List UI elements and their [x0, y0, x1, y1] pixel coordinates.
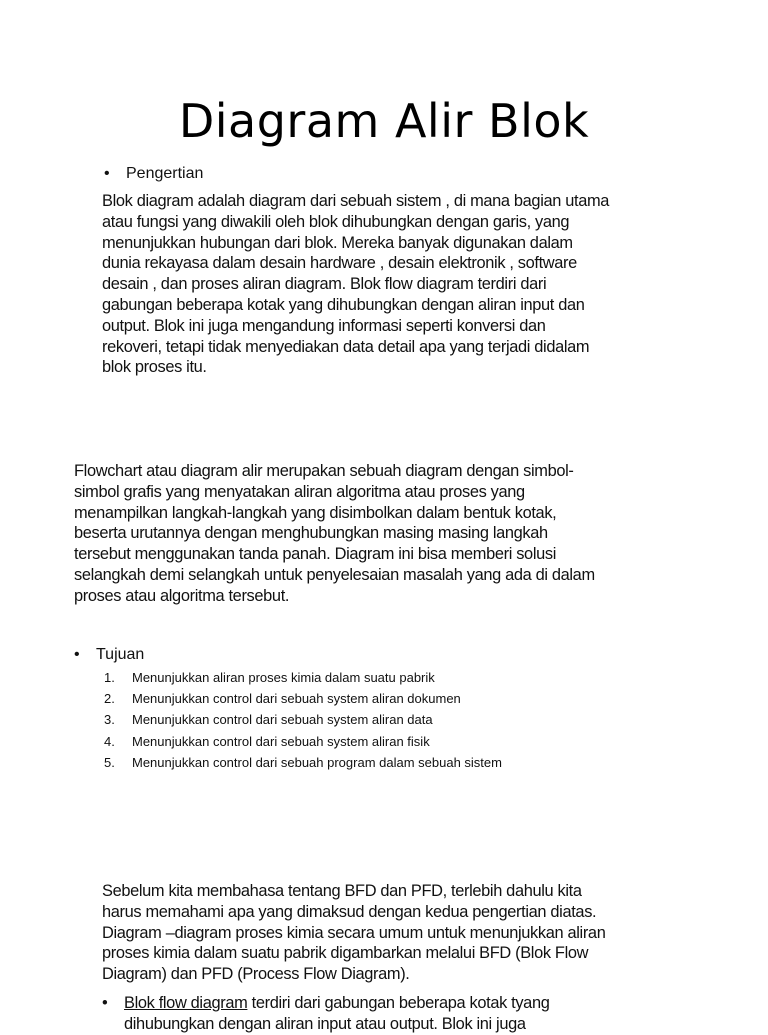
list-number: 3. [104, 712, 115, 728]
paragraph-line: Blok diagram adalah diagram dari sebuah sistem , di mana bagian utama [102, 192, 610, 210]
list-item-text: Menunjukkan control dari sebuah system aliran data [132, 712, 433, 728]
list-item [104, 731, 502, 752]
list-item-text: Menunjukkan aliran proses kimia dalam suatu pabrik [132, 670, 435, 685]
bfd-bullet-item [102, 993, 549, 1035]
bullet-icon: • [102, 994, 108, 1012]
flowchart-paragraph [74, 461, 595, 607]
bullet-icon: • [74, 646, 80, 663]
bfd-pfd-paragraph [102, 881, 605, 985]
paragraph-line: Flowchart atau diagram alir merupakan sebuah diagram dengan simbol- [74, 462, 574, 480]
tujuan-numbered-list [104, 667, 502, 773]
list-number: 1. [104, 670, 115, 685]
heading-pengertian: Pengertian [126, 165, 204, 182]
paragraph-line: dunia rekayasa dalam desain hardware , desain elektronik , software [102, 254, 577, 273]
underlined-term: Blok flow diagram [124, 994, 248, 1012]
pengertian-paragraph [102, 191, 609, 378]
paragraph-line: output. Blok ini juga mengandung informasi seperti konversi dan [102, 316, 546, 335]
list-item-text: Menunjukkan control dari sebuah system aliran dokumen [132, 691, 461, 707]
list-item [104, 752, 502, 773]
heading-tujuan: Tujuan [96, 646, 145, 663]
bullet-line: dihubungkan dengan aliran input atau output. Blok ini juga [124, 1014, 526, 1033]
paragraph-line: Sebelum kita membahasa tentang BFD dan PFD, terlebih dahulu kita [102, 882, 582, 900]
paragraph-line: menampilkan langkah-langkah yang disimbolkan dalam bentuk kotak, [74, 503, 557, 522]
list-item [104, 688, 502, 709]
list-number: 5. [104, 754, 115, 770]
list-item [104, 667, 502, 688]
paragraph-line: simbol grafis yang menyatakan aliran algoritma atau proses yang [74, 482, 525, 501]
bullet-line [102, 993, 549, 1014]
list-item-text: Menunjukkan control dari sebuah program dalam sebuah sistem [132, 754, 502, 770]
paragraph-line: Diagram) dan PFD (Process Flow Diagram). [102, 965, 410, 984]
list-number: 4. [104, 733, 115, 749]
paragraph-line: harus memahami apa yang dimaksud dengan kedua pengertian diatas. [102, 902, 597, 921]
paragraph-line: selangkah demi selangkah untuk penyelesaian masalah yang ada di dalam [74, 565, 595, 584]
list-number: 2. [104, 691, 115, 707]
paragraph-line: atau fungsi yang diwakili oleh blok dihubungkan dengan garis, yang [102, 212, 570, 231]
paragraph-line: proses kimia dalam suatu pabrik digambarkan melalui BFD (Blok Flow [102, 944, 589, 963]
bullet-icon: • [104, 165, 110, 182]
list-item-text: Menunjukkan control dari sebuah system aliran fisik [132, 733, 430, 749]
paragraph-line: blok proses itu. [102, 358, 207, 377]
bullet-heading-tujuan [74, 644, 144, 665]
page-title: Diagram Alir Blok [178, 94, 590, 148]
paragraph-line: menunjukkan hubungan dari blok. Mereka banyak digunakan dalam [102, 233, 573, 252]
paragraph-line: gabungan beberapa kotak yang dihubungkan dengan aliran input dan [102, 295, 585, 314]
paragraph-line: beserta urutannya dengan menghubungkan masing masing langkah [74, 524, 548, 543]
list-item [104, 709, 502, 730]
paragraph-line: Diagram –diagram proses kimia secara umum untuk menunjukkan aliran [102, 923, 606, 942]
paragraph-line: proses atau algoritma tersebut. [74, 586, 290, 605]
paragraph-line: desain , dan proses aliran diagram. Blok flow diagram terdiri dari [102, 275, 547, 294]
bullet-heading-pengertian [104, 163, 203, 184]
paragraph-line: tersebut menggunakan tanda panah. Diagram ini bisa memberi solusi [74, 545, 557, 564]
bullet-text: terdiri dari gabungan beberapa kotak tyang [247, 994, 550, 1012]
paragraph-line: rekoveri, tetapi tidak menyediakan data detail apa yang terjadi didalam [102, 337, 590, 356]
